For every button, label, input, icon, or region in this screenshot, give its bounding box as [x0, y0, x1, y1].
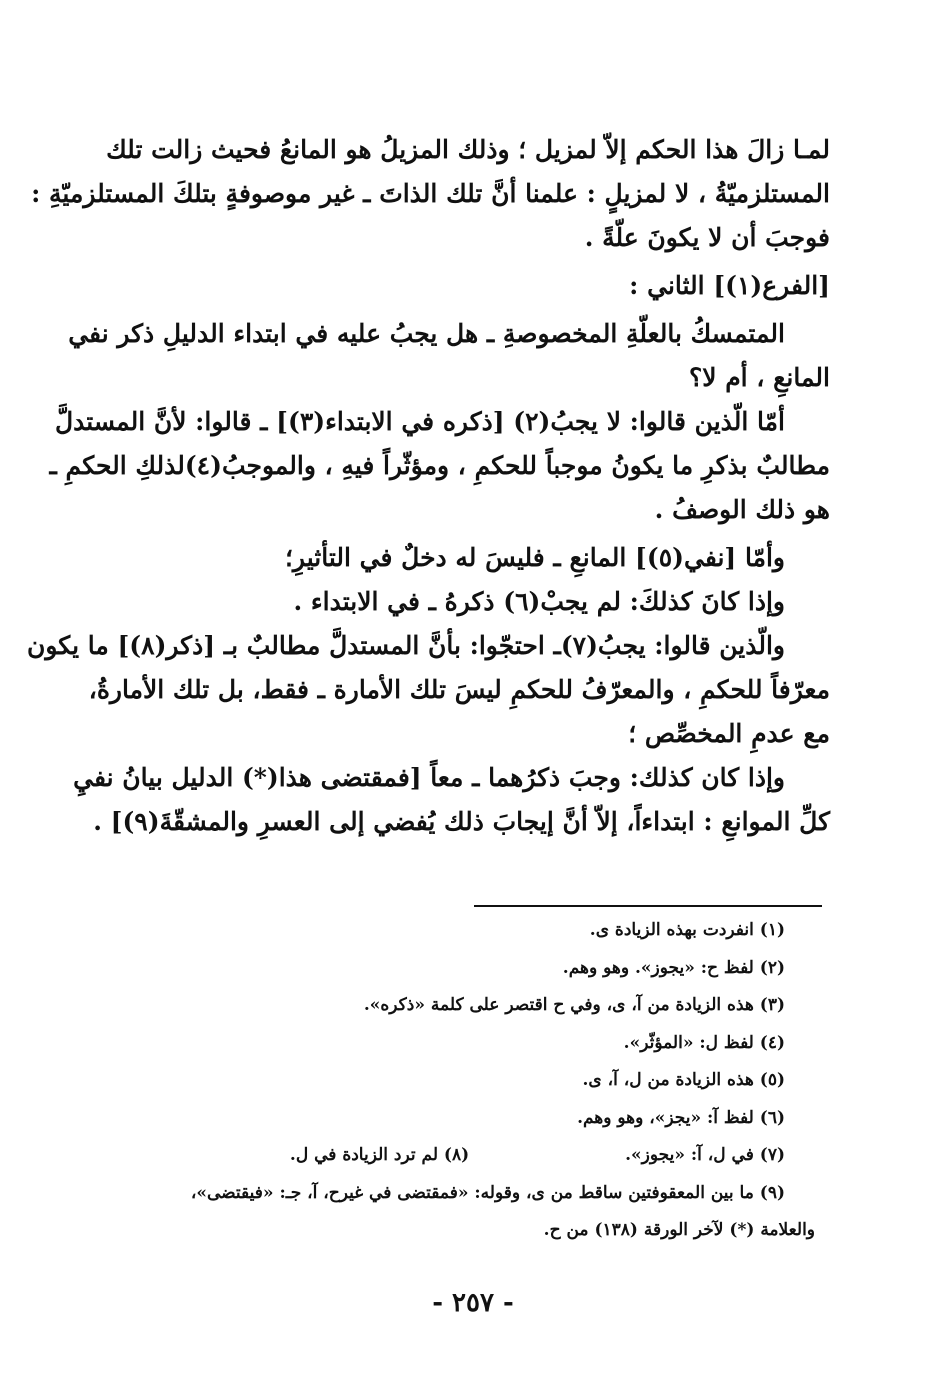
text-line: المتمسكُ بالعلّةِ المخصوصةِ ـ هل يجبُ عليه في ابتداء الدليلِ ذكر نفي	[68, 319, 785, 348]
footnote: (٤) لفظ ل: «المؤثّر».	[623, 1032, 785, 1053]
footnote: (٥) هذه الزيادة من ل، آ، ى.	[582, 1070, 785, 1090]
footnote-separator	[474, 905, 822, 907]
section-heading: [الفرع(١)] الثاني :	[629, 271, 830, 300]
text-line: مع عدمِ المخصِّص ؛	[628, 719, 830, 748]
text-line: وإذا كانَ كذلكَ: لم يجبْ(٦) ذكرهُ ـ في الابتداء .	[293, 587, 785, 616]
text-line: كلِّ الموانعِ : ابتداءاً، إلاّ أنَّ إيجابَ ذلك يُفضي إلى العسرِ والمشقّةَ(٩)] .	[93, 807, 830, 836]
text-line: المانعِ ، أم لا؟	[688, 363, 830, 392]
text-line: معرّفاً للحكمِ ، والمعرّفُ للحكمِ ليسَ تلك الأمارة ـ فقط، بل تلك الأمارةُ،	[88, 675, 830, 704]
main-text	[27, 128, 830, 844]
footnote-pair	[150, 1137, 815, 1175]
footnote: (٩) ما بين المعقوفتين ساقط من ى، وقوله: «فمقتضى في غيرح، آ، جـ: «فيقتضى»،	[190, 1182, 785, 1203]
text-line: أمّا الّذين قالوا: لا يجبُ(٢) [ذكره في الابتداء(٣)] ـ قالوا: لأنَّ المستدلَّ	[54, 407, 785, 436]
text-line: والّذين قالوا: يجبُ(٧)ـ احتجّوا: بأنَّ المستدلَّ مطالبٌ بـ [ذكر(٨)] ما يكون	[27, 631, 785, 660]
text-line: هو ذلك الوصفُ .	[654, 495, 830, 524]
footnote: (٦) لفظ آ: «يجز»، وهو وهم.	[577, 1107, 785, 1128]
footnote: (٢) لفظ ح: «يجوز». وهو وهم.	[562, 957, 785, 978]
text-line: المستلزميّةُ ، لا لمزيلٍ : علمنا أنَّ تلك الذاتَ ـ غير موصوفةٍ بتلكَ المستلزميّةِ :	[31, 179, 830, 208]
text-line: فوجبَ أن لا يكونَ علّةً .	[584, 223, 830, 252]
footnote: (١) انفردت بهذه الزيادة ى.	[589, 920, 785, 940]
text-line: وأمّا [نفي(٥)] المانعِ ـ فليسَ له دخلٌ في التأثيرِ؛	[284, 543, 785, 572]
footnote: (٣) هذه الزيادة من آ، ى، وفي ح اقتصر على كلمة «ذكره».	[363, 995, 785, 1015]
footnote: (٧) في ل، آ: «يجوز».	[625, 1145, 785, 1165]
text-line: وإذا كان كذلك: وجبَ ذكرُهما ـ معاً [فمقتضى هذا(*) الدليل بيانُ نفيِ	[73, 763, 785, 792]
footnotes	[150, 912, 815, 1250]
text-line: مطالبٌ بذكرِ ما يكونُ موجباً للحكمِ ، ومؤثّراً فيهِ ، والموجبُ(٤)لذلكِ الحكمِ ـ	[49, 451, 830, 480]
footnote-continuation: والعلامة (*) لآخر الورقة (١٣٨) من ح.	[543, 1220, 815, 1240]
footnote: (٨) لم ترد الزيادة في ل.	[289, 1145, 470, 1165]
page-number: - ٢٥٧ -	[432, 1288, 514, 1318]
text-line: لمـا زالَ هذا الحكم إلاّ لمزيل ؛ وذلك المزيلُ هو المانعُ فحيث زالت تلك	[106, 135, 830, 164]
